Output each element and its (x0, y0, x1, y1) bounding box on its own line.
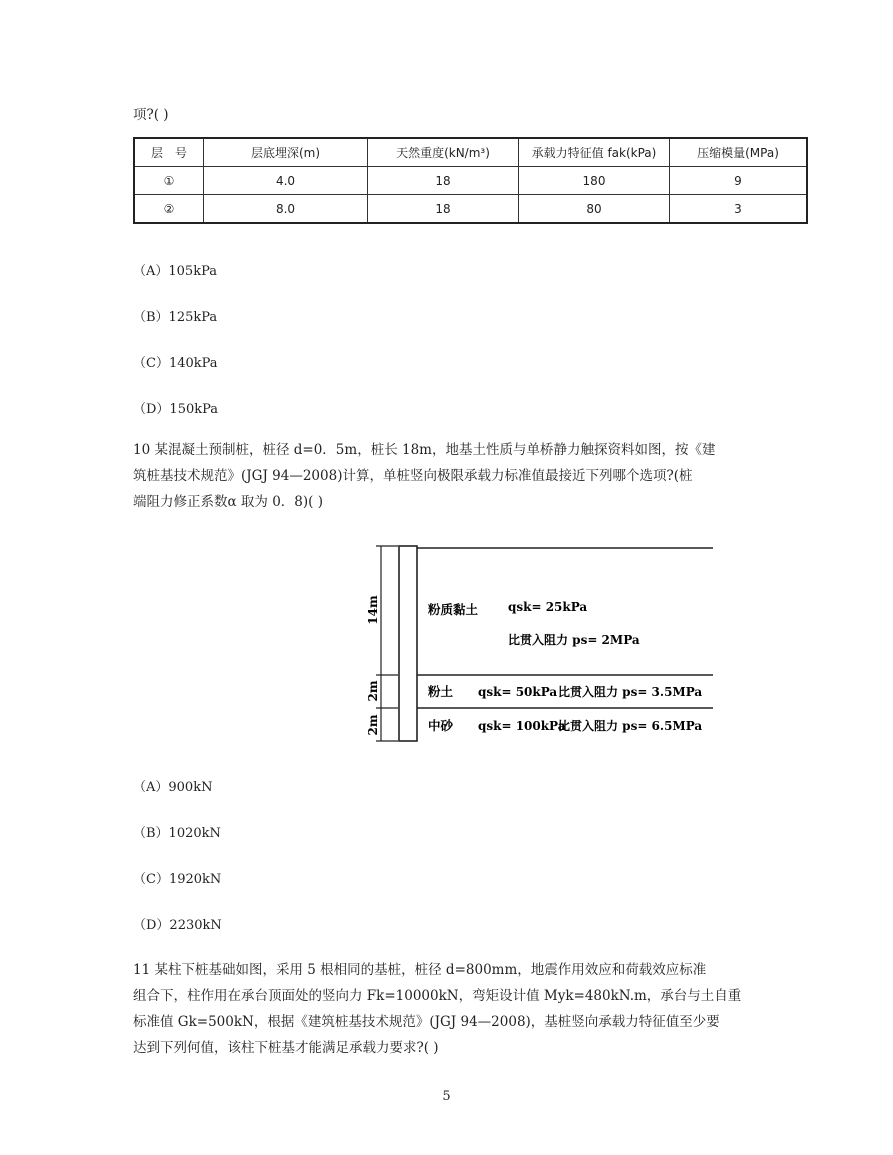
q10-option-b: （B）1020kN (133, 826, 221, 841)
q11-text (133, 957, 763, 1061)
th-layer: 层 号 (134, 138, 204, 167)
layer2-qsk: qsk= 50kPa (478, 685, 558, 699)
table-header-row (134, 138, 807, 167)
q9-option-d: （D）150kPa (133, 402, 219, 417)
table-cell: 3 (670, 195, 808, 224)
table-cell: 9 (670, 167, 808, 195)
layer3-ps: 比贯入阻力 ps= 6.5MPa (558, 719, 703, 733)
th-modulus: 压缩模量(MPa) (670, 138, 808, 167)
th-unit-weight: 天然重度(kN/m³) (368, 138, 519, 167)
table-row (134, 195, 807, 224)
table-cell: 4.0 (204, 167, 368, 195)
layer3-qsk: qsk= 100kPa (478, 719, 566, 733)
dimension-label-2m: 2m (366, 714, 380, 736)
q9-tail: 项?( ) (133, 107, 169, 123)
q11-line: 组合下，柱作用在承台顶面处的竖向力 Fk=10000kN，弯矩设计值 Myk=480kN.m，承台与土自重 (133, 988, 742, 1004)
table-cell: 18 (368, 167, 519, 195)
layer2-name: 粉土 (428, 684, 454, 699)
table-cell: ① (134, 167, 204, 195)
q10-line: 10 某混凝土预制桩，桩径 d=0．5m，桩长 18m，地基土性质与单桥静力触探资料如图，按《建 (133, 442, 716, 458)
q9-option-c: （C）140kPa (133, 356, 218, 371)
dimension-label-14m: 14m (366, 595, 380, 625)
dimension-label-2m: 2m (366, 680, 380, 702)
q10-text (133, 437, 763, 515)
q10-option-c: （C）1920kN (133, 872, 222, 887)
layer1-qsk: qsk= 25kPa (508, 600, 588, 614)
layer3-name: 中砂 (428, 718, 454, 733)
q10-option-a: （A）900kN (133, 780, 213, 795)
layer2-ps: 比贯入阻力 ps= 3.5MPa (558, 685, 703, 699)
layer1-ps: 比贯入阻力 ps= 2MPa (508, 633, 640, 647)
q9-option-a: （A）105kPa (133, 264, 217, 279)
page-number: 5 (442, 1089, 451, 1104)
q11-line: 达到下列何值，该柱下桩基才能满足承载力要求?( ) (133, 1040, 439, 1056)
table-cell: 18 (368, 195, 519, 224)
table-cell: 8.0 (204, 195, 368, 224)
pile-shape (399, 546, 417, 741)
th-bearing: 承载力特征值 fak(kPa) (519, 138, 670, 167)
q11-line: 标准值 Gk=500kN，根据《建筑桩基技术规范》(JGJ 94—2008)，基桩竖向承载力特征值至少要 (133, 1014, 720, 1030)
soil-table (133, 137, 808, 224)
layer1-name: 粉质黏土 (428, 602, 479, 617)
th-depth: 层底埋深(m) (204, 138, 368, 167)
q9-option-b: （B）125kPa (133, 310, 218, 325)
table-cell: ② (134, 195, 204, 224)
table-row (134, 167, 807, 195)
table-cell: 80 (519, 195, 670, 224)
q10-line: 端阻力修正系数α 取为 0．8)( ) (133, 494, 323, 510)
q10-line: 筑桩基技术规范》(JGJ 94—2008)计算，单桩竖向极限承载力标准值最接近下列哪个选项?(桩 (133, 468, 693, 484)
table-cell: 180 (519, 167, 670, 195)
q10-option-d: （D）2230kN (133, 918, 222, 933)
q11-line: 11 某柱下桩基础如图，采用 5 根相同的基桩，桩径 d=800mm，地震作用效应和荷载效应标准 (133, 962, 707, 978)
